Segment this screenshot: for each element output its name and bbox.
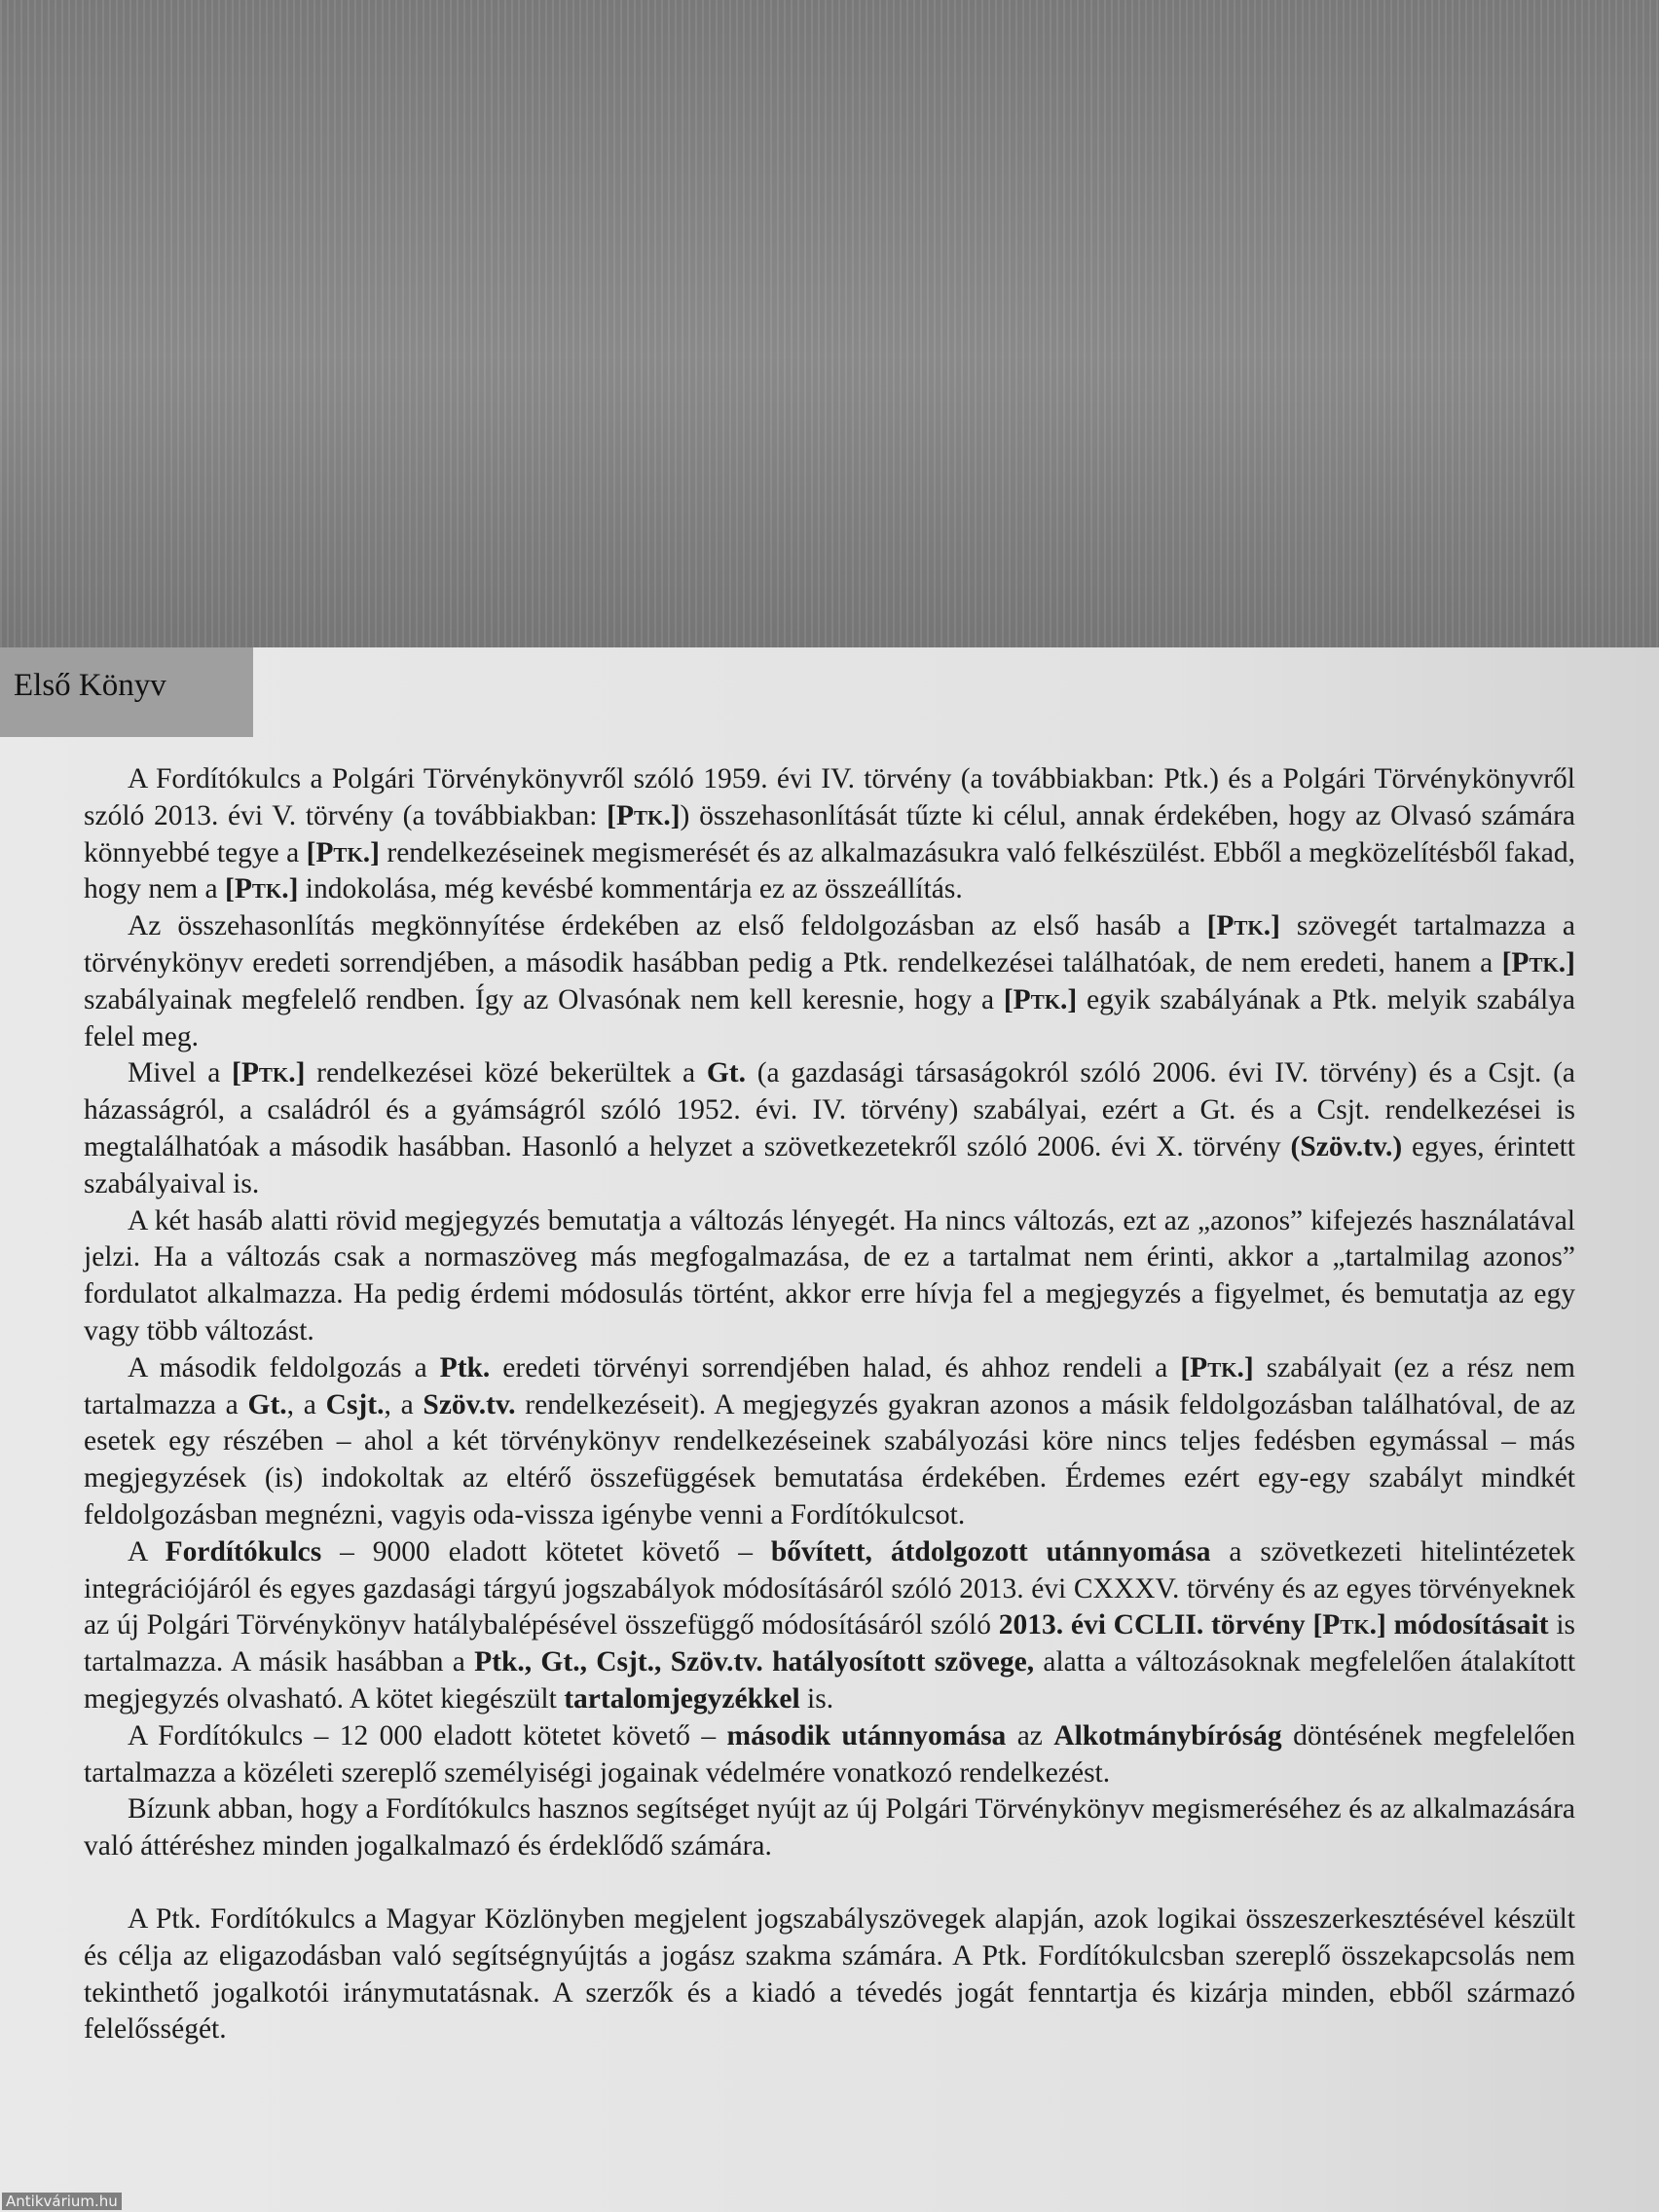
paragraph xyxy=(84,1203,1575,1350)
paragraph xyxy=(84,1350,1575,1534)
ptk-reference: [Ptk.] xyxy=(232,1057,306,1089)
text-run: A Ptk. Fordítókulcs a Magyar Közlönyben megjelent jogszabályszövegek alapján, azok logikai összeszerkesztésével készült és célja az eligazodásban való segítségnyújtás a jogász szakma számára. A Ptk. Fordítókulcsban szereplő összekapcsolás nem tekinthető jogalkotói iránymutatásnak. A szerzők és a kiadó a tévedés jogát fenntartja és kizárja minden, ebből származó felelősségét. xyxy=(84,1902,1575,2046)
text-run: A Fordítókulcs – 12 000 eladott kötetet követő – xyxy=(128,1719,727,1751)
ptk-reference: [Ptk.] xyxy=(1501,946,1575,978)
text-run: Az összehasonlítás megkönnyítése érdekében az első feldolgozásban az első hasáb a xyxy=(128,910,1207,942)
emphasis-text: Ptk., Gt., Csjt., Szöv.tv. hatályosított szövege, xyxy=(474,1646,1035,1678)
text-run: alatta a változásoknak megfelelően átalakított megjegyzés olvasható. A kötet kiegészült xyxy=(84,1646,1576,1714)
emphasis-text: Gt. xyxy=(247,1388,287,1420)
text-run: is tartalmazza. A másik hasábban a xyxy=(84,1609,1576,1678)
paragraph xyxy=(84,761,1575,908)
text-run: ) összehasonlítását tűzte ki célul, annak érdekében, hogy az Olvasó számára könnyebbé tegye a xyxy=(84,799,1575,868)
ptk-reference: [Ptk.] xyxy=(607,799,681,831)
paragraph xyxy=(84,1534,1575,1718)
text-run: rendelkezései közé bekerültek a xyxy=(305,1057,707,1089)
text-run: (a gazdasági társaságokról szóló 2006. évi IV. törvény) és a Csjt. (a házasságról, a családról és a gyámságról szóló 1952. évi. IV. törvény) szabályai, ezért a Gt. és a Csjt. rendelkezései is megtalálhatóak a második hasábban. Hasonló a helyzet a szövetkezetekről szóló 2006. évi X. törvény xyxy=(84,1057,1576,1162)
paragraph xyxy=(84,1718,1575,1792)
text-run: , a xyxy=(286,1388,326,1420)
text-run: rendelkezéseit). A megjegyzés gyakran azonos a másik feldolgozásban találhatóval, de az esetek egy részében – ahol a két törvénykönyv rendelkezéseinek szabályozási köre nincs teljes fedésben egymással – más megjegyzések (is) indokoltak az eltérő összefüggések bemutatása érdekében. Érdemes ezért egy-egy szabályt mindkét feldolgozásban megnézni, vagyis oda-vissza igénybe venni a Fordítókulcsot. xyxy=(84,1388,1576,1530)
text-run: A második feldolgozás a xyxy=(128,1351,440,1383)
text-run: egyik szabályának a Ptk. melyik szabálya felel meg. xyxy=(84,983,1575,1052)
emphasis-text: Ptk. xyxy=(439,1351,491,1383)
ptk-reference: [Ptk.] xyxy=(1206,910,1280,942)
ptk-reference: [Ptk.] xyxy=(1312,1609,1386,1641)
text-run: A xyxy=(128,1535,166,1567)
ptk-reference: [Ptk.] xyxy=(306,836,380,868)
cover-background xyxy=(0,0,1659,647)
text-run: szövegét tartalmazza a törvénykönyv eredeti sorrendjében, a második hasábban pedig a Ptk. rendelkezései találhatóak, de nem eredeti, hanem a xyxy=(84,910,1575,978)
text-run: indokolása, még kevésbé kommentárja ez az összeállítás. xyxy=(298,873,963,905)
emphasis-text: tartalomjegyzékkel xyxy=(564,1682,800,1714)
paragraph xyxy=(84,908,1575,1055)
emphasis-text: Gt. xyxy=(706,1057,746,1089)
emphasis-text: (Szöv.tv.) xyxy=(1290,1130,1403,1162)
ptk-reference: [Ptk.] xyxy=(225,873,299,905)
paragraph xyxy=(84,1055,1575,1202)
paragraph xyxy=(84,1791,1575,1865)
text-run: Mivel a xyxy=(128,1057,233,1089)
text-run: , a xyxy=(384,1388,424,1420)
text-run: a szövetkezeti hitelintézetek integrációjáról és egyes gazdasági tárgyú jogszabályok módosításáról szóló 2013. évi CXXXV. törvény és az egyes törvényeknek az új Polgári Törvénykönyv hatálybalépésével összefüggő módosításáról szóló xyxy=(84,1535,1576,1641)
text-run: szabályait (ez a rész nem tartalmazza a xyxy=(84,1351,1576,1420)
text-run: Bízunk abban, hogy a Fordítókulcs hasznos segítséget nyújt az új Polgári Törvénykönyv megismeréséhez és az alkalmazására való áttéréshez minden jogalkalmazó és érdeklődő számára. xyxy=(84,1793,1575,1862)
emphasis-text: Csjt. xyxy=(325,1388,385,1420)
emphasis-text: Alkotmánybíróság xyxy=(1053,1719,1282,1751)
text-run: A két hasáb alatti rövid megjegyzés bemutatja a változás lényegét. Ha nincs változás, ezt az „azonos” kifejezés használatával jelzi. Ha a változás csak a normaszöveg más megfogalmazása, de ez a tartalmat nem érinti, akkor a „tartalmilag azonos” fordulatot alkalmazza. Ha pedig érdemi módosulás történt, akkor erre hívja fel a megjegyzés a figyelmet, és bemutatja az egy vagy több változást. xyxy=(84,1204,1575,1346)
text-run: egyes, érintett szabályaival is. xyxy=(84,1130,1575,1199)
emphasis-text: második utánnyomása xyxy=(726,1719,1007,1751)
text-run: rendelkezéseinek megismerését és az alkalmazásukra való felkészülést. Ebből a megközelítésből fakad, hogy nem a xyxy=(84,836,1575,905)
ptk-reference: [Ptk.] xyxy=(1003,983,1078,1015)
body-text xyxy=(84,761,1575,2048)
ptk-reference: [Ptk.] xyxy=(1180,1351,1254,1383)
text-run: az xyxy=(1006,1719,1054,1751)
text-run: – 9000 eladott kötetet követő – xyxy=(321,1535,771,1567)
text-run: döntésének megfelelően tartalmazza a közéleti szereplő személyiségi jogainak védelmére vonatkozó rendelkezést. xyxy=(84,1719,1575,1788)
emphasis-text: bővített, átdolgozott utánnyomása xyxy=(770,1535,1211,1567)
emphasis-text: módosításait xyxy=(1385,1609,1549,1641)
text-run: szabályainak megfelelő rendben. Így az Olvasónak nem kell keresnie, hogy a xyxy=(84,983,1004,1015)
text-run: is. xyxy=(799,1682,834,1714)
emphasis-text: Fordítókulcs xyxy=(165,1535,322,1567)
disclaimer-paragraph xyxy=(84,1901,1575,2048)
emphasis-text: 2013. évi CCLII. törvény xyxy=(998,1609,1313,1641)
section-header-title: Első Könyv xyxy=(14,668,166,703)
emphasis-text: Szöv.tv. xyxy=(423,1388,516,1420)
watermark-label: Antikvárium.hu xyxy=(2,2193,122,2210)
text-run: A Fordítókulcs a Polgári Törvénykönyvről szóló 1959. évi IV. törvény (a továbbiakban: Ptk.) és a Polgári Törvénykönyvről szóló 2013. évi V. törvény (a továbbiakban: xyxy=(84,763,1575,831)
text-run: eredeti törvényi sorrendjében halad, és ahhoz rendeli a xyxy=(490,1351,1181,1383)
